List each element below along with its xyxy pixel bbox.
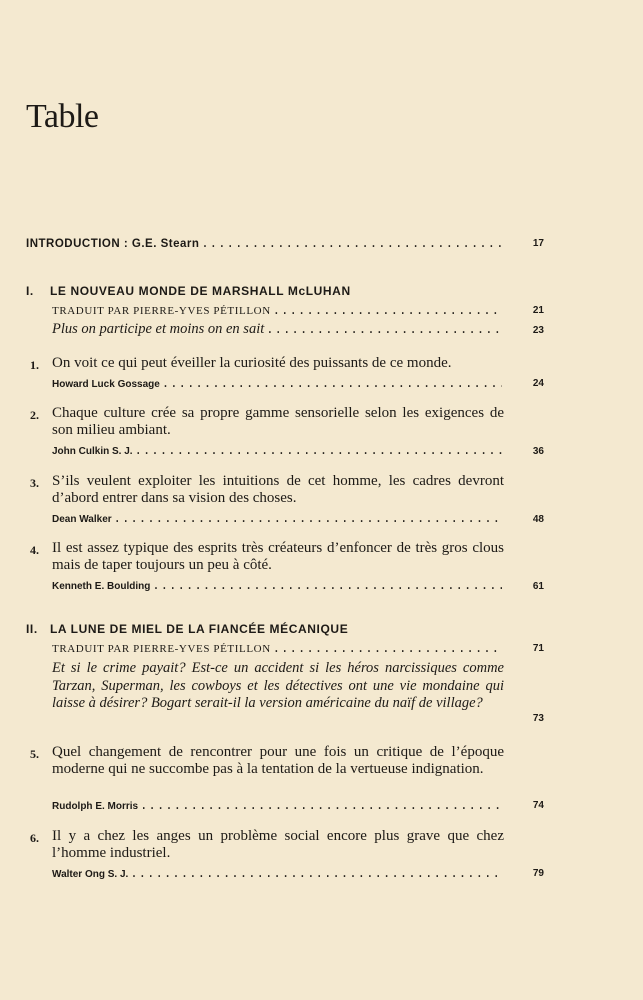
toc-subtitle-1: [52, 321, 504, 338]
subtitle-page: 23: [532, 325, 544, 336]
dot-leader: [130, 866, 502, 880]
section-heading-1: [26, 284, 351, 298]
entry-author: John Culkin S. J.: [52, 446, 133, 457]
section-numeral: II.: [26, 622, 38, 636]
introduction-page: 17: [532, 238, 544, 249]
entry-number: 5.: [30, 747, 39, 761]
subtitle-text: Et si le crime payait? Est-ce un accident si les héros narcissiques comme Tarzan, Superman, les cowboys et les détectives ont une vie mondaine qui laisse à désirer? Bogart serait-il la version américaine du naïf de village?: [52, 660, 504, 711]
entry-number: 3.: [30, 476, 39, 490]
entry-author-line: [52, 511, 504, 525]
section-title: LA LUNE DE MIEL DE LA FIANCÉE MÉCANIQUE: [50, 622, 349, 636]
section-numeral: I.: [26, 284, 34, 298]
entry-number: 6.: [30, 831, 39, 845]
entry-text: Quel changement de rencontrer pour une fois un critique de l’époque moderne qui ne succombe pas à la tentation de la vertueuse indignation.: [52, 744, 504, 777]
section-heading-2: [26, 622, 348, 636]
dot-leader: [273, 303, 502, 317]
entry-author: Kenneth E. Boulding: [52, 581, 151, 592]
entry-page: 24: [532, 378, 544, 389]
translator-page: 71: [532, 643, 544, 654]
dot-leader: [140, 798, 502, 812]
entry-author-line: [52, 798, 504, 812]
entry-author: Rudolph E. Morris: [52, 801, 139, 812]
introduction-label: INTRODUCTION : G.E. Stearn: [26, 238, 200, 250]
entry-number: 1.: [30, 358, 39, 372]
entry-number: 2.: [30, 408, 39, 422]
entry-text: Chaque culture crée sa propre gamme sensorielle selon les exigences de son milieu ambiant.: [52, 405, 504, 438]
section-title: LE NOUVEAU MONDE DE MARSHALL McLUHAN: [50, 284, 351, 298]
entry-page: 74: [532, 800, 544, 811]
page-title: Table: [26, 98, 99, 135]
translator-page: 21: [532, 305, 544, 316]
entry-author: Dean Walker: [52, 514, 112, 525]
entry-author: Howard Luck Gossage: [52, 379, 160, 390]
entry-author: Walter Ong S. J.: [52, 869, 129, 880]
toc-introduction: [26, 236, 506, 250]
entry-text: S’ils veulent exploiter les intuitions de cet homme, les cadres devront d’abord entrer dans sa vision des choses.: [52, 473, 504, 506]
dot-leader: [135, 443, 502, 457]
subtitle-label: Plus on participe et moins on en sait: [52, 321, 265, 337]
toc-translator-1: [52, 303, 504, 317]
dot-leader: [273, 641, 502, 655]
dot-leader: [201, 236, 504, 250]
translator-label: TRADUIT PAR PIERRE-YVES PÉTILLON: [52, 643, 271, 655]
entry-author-line: [52, 376, 504, 390]
entry-page: 61: [532, 581, 544, 592]
entry-author-line: [52, 866, 504, 880]
dot-leader: [114, 511, 502, 525]
translator-label: TRADUIT PAR PIERRE-YVES PÉTILLON: [52, 305, 271, 317]
entry-number: 4.: [30, 543, 39, 557]
entry-text: On voit ce qui peut éveiller la curiosité des puissants de ce monde.: [52, 355, 452, 371]
entry-page: 79: [532, 868, 544, 879]
entry-text: Il y a chez les anges un problème social encore plus grave que chez l’homme industriel.: [52, 828, 504, 861]
entry-text: Il est assez typique des esprits très créateurs d’enfoncer de très gros clous mais de taper toujours un peu à côté.: [52, 540, 504, 573]
toc-translator-2: [52, 641, 504, 655]
dot-leader: [162, 376, 502, 390]
entry-author-line: [52, 443, 504, 457]
entry-author-line: [52, 578, 504, 592]
dot-leader: [152, 578, 502, 592]
entry-page: 48: [532, 514, 544, 525]
dot-leader: [266, 322, 502, 336]
entry-page: 36: [532, 446, 544, 457]
subtitle-page: 73: [532, 713, 544, 724]
